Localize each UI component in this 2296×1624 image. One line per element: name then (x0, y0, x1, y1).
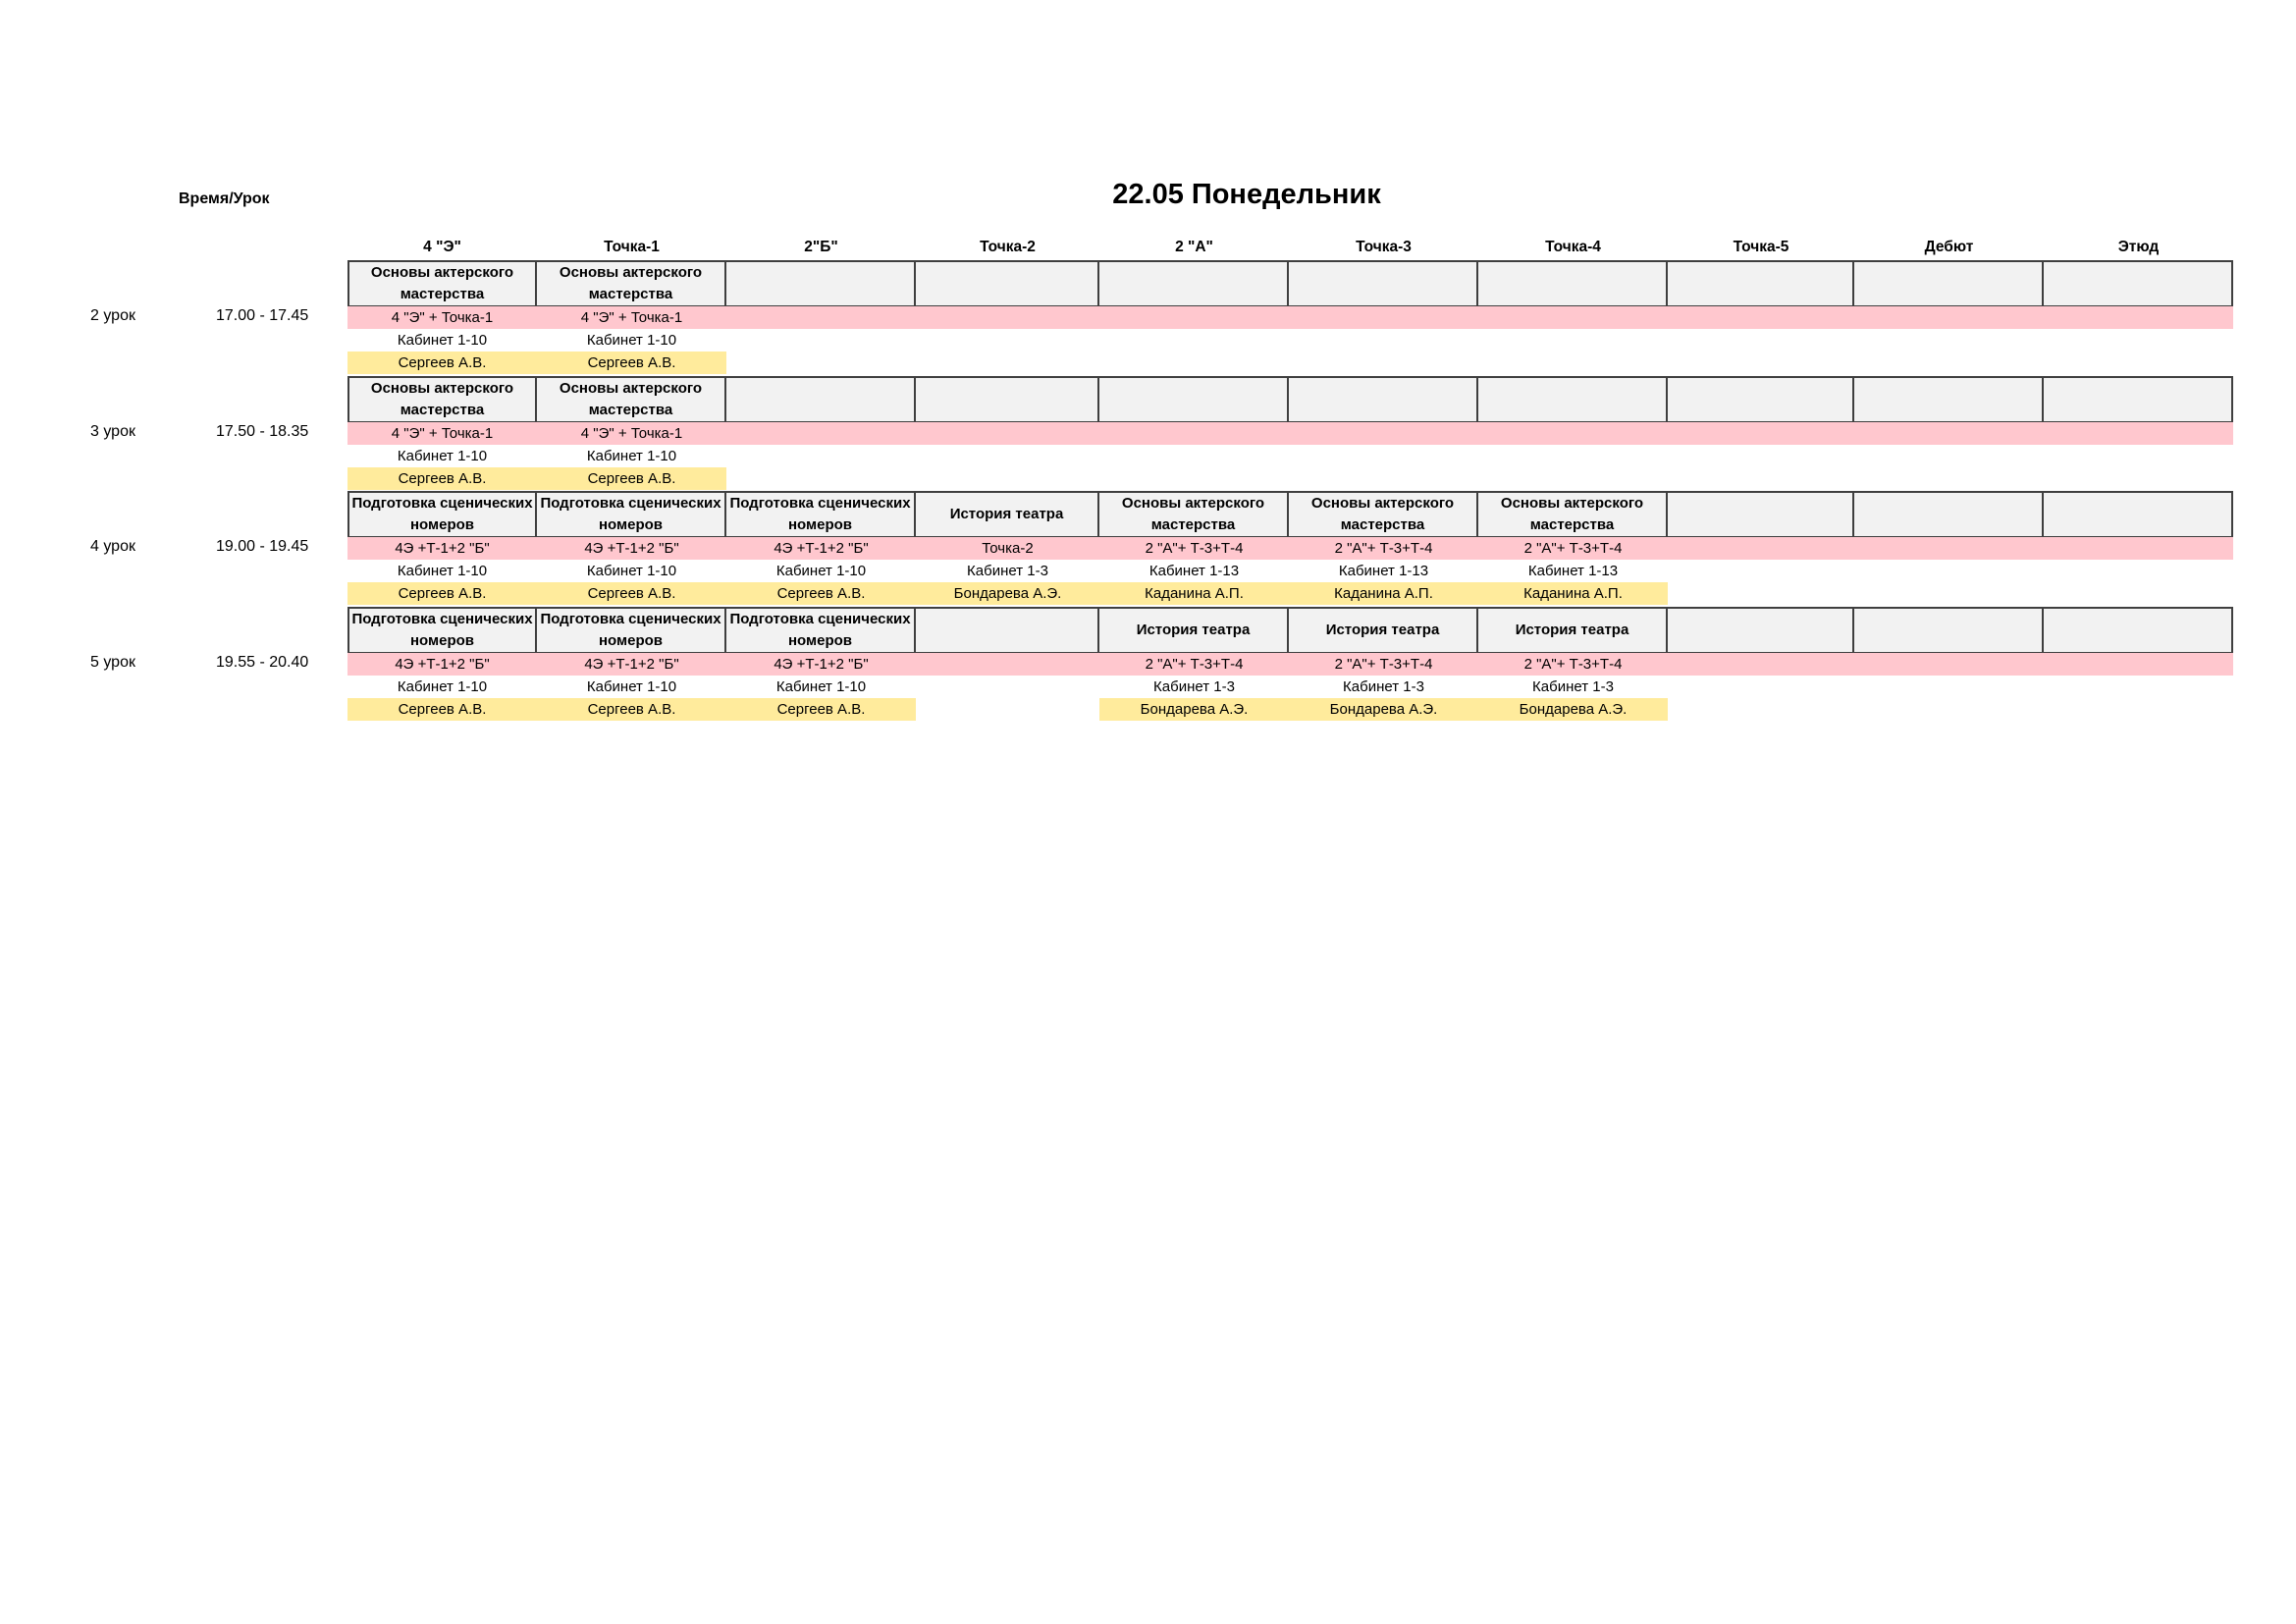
group-cell (2044, 422, 2233, 445)
group-cell: 4 "Э" + Точка-1 (580, 425, 683, 442)
column-header: 4 "Э" (423, 239, 461, 255)
room-row (347, 445, 2233, 467)
subject-cell (724, 376, 916, 423)
subject-row (347, 607, 2233, 654)
room-cell (2044, 560, 2233, 582)
teacher-cell (2044, 698, 2233, 721)
room-cell (916, 329, 1099, 352)
subject-cell: Подготовка сценических номеров (535, 491, 726, 538)
group-cell (1668, 653, 1854, 676)
teacher-cell: Сергеев А.В. (537, 352, 726, 374)
room-cell (2044, 329, 2233, 352)
subject-cell: Основы актерского мастерства (347, 260, 537, 307)
teacher-cell: Каданина А.П. (1478, 582, 1668, 605)
subject-cell: Основы актерского мастерства (535, 260, 726, 307)
room-cell: Кабинет 1-10 (586, 678, 677, 695)
room-cell (726, 445, 916, 467)
group-cell (1668, 306, 1854, 329)
teacher-cell (2044, 582, 2233, 605)
room-cell (1099, 329, 1289, 352)
subject-cell (914, 607, 1099, 654)
column-header: Точка-4 (1545, 239, 1601, 255)
subject-cell: Подготовка сценических номеров (535, 607, 726, 654)
subject-cell: История театра (1287, 607, 1478, 654)
room-cell: Кабинет 1-13 (1527, 563, 1619, 579)
teacher-cell: Сергеев А.В. (347, 352, 537, 374)
teacher-cell (1854, 352, 2044, 374)
subject-cell (1666, 260, 1854, 307)
subject-cell (1666, 607, 1854, 654)
teacher-cell (1854, 582, 2044, 605)
column-header: 2"Б" (804, 239, 838, 255)
lesson-label: 5 урок (90, 654, 135, 671)
group-cell (1854, 537, 2044, 560)
room-cell: Кабинет 1-10 (586, 448, 677, 464)
lesson-time: 17.00 - 17.45 (216, 307, 309, 324)
group-cell (2044, 653, 2233, 676)
room-cell (726, 329, 916, 352)
subject-cell: Основы актерского мастерства (1097, 491, 1289, 538)
subject-cell (914, 376, 1099, 423)
subject-cell (1097, 260, 1289, 307)
group-cell (1289, 306, 1478, 329)
room-cell: Кабинет 1-10 (397, 448, 488, 464)
room-cell (1668, 445, 1854, 467)
teacher-cell (916, 352, 1099, 374)
group-cell: 2 "А"+ Т-3+Т-4 (1145, 656, 1244, 673)
group-cell (1854, 422, 2044, 445)
group-cell (1854, 653, 2044, 676)
subject-cell: История театра (1097, 607, 1289, 654)
teacher-cell (1099, 352, 1289, 374)
teacher-cell (1668, 698, 1854, 721)
room-cell (1668, 560, 1854, 582)
subject-cell (2042, 491, 2233, 538)
room-cell (2044, 676, 2233, 698)
room-cell (1478, 329, 1668, 352)
teacher-cell (1099, 467, 1289, 490)
teacher-cell: Сергеев А.В. (347, 467, 537, 490)
room-cell (1478, 445, 1668, 467)
teacher-cell (726, 352, 916, 374)
subject-cell: Подготовка сценических номеров (724, 607, 916, 654)
room-row (347, 329, 2233, 352)
group-cell (1668, 422, 1854, 445)
subject-cell: Подготовка сценических номеров (724, 491, 916, 538)
column-header: Точка-3 (1356, 239, 1412, 255)
teacher-cell (1289, 467, 1478, 490)
page-title: 22.05 Понедельник (1112, 179, 1381, 210)
teacher-cell: Сергеев А.В. (726, 582, 916, 605)
subject-cell: Основы актерского мастерства (1476, 491, 1668, 538)
room-row (347, 560, 2233, 582)
room-cell: Кабинет 1-10 (775, 678, 867, 695)
group-cell: 4Э +Т-1+2 "Б" (395, 540, 490, 557)
room-cell (1854, 329, 2044, 352)
subject-cell: Подготовка сценических номеров (347, 607, 537, 654)
teacher-cell (1289, 352, 1478, 374)
group-cell (1099, 306, 1289, 329)
group-cell: 2 "А"+ Т-3+Т-4 (1334, 656, 1433, 673)
room-cell: Кабинет 1-13 (1148, 563, 1240, 579)
room-cell: Кабинет 1-3 (1153, 678, 1235, 695)
subject-cell: Основы актерского мастерства (535, 376, 726, 423)
column-header: Точка-1 (604, 239, 660, 255)
group-row (347, 306, 2233, 329)
teacher-cell: Сергеев А.В. (347, 582, 537, 605)
lesson-label: 3 урок (90, 423, 135, 440)
room-cell: Кабинет 1-10 (775, 563, 867, 579)
teacher-row (347, 352, 2233, 374)
subject-cell (1476, 376, 1668, 423)
group-cell (916, 422, 1099, 445)
room-cell (2044, 445, 2233, 467)
group-cell: 4 "Э" + Точка-1 (580, 309, 683, 326)
lesson-label: 2 урок (90, 307, 135, 324)
subject-cell (914, 260, 1099, 307)
subject-cell: Основы актерского мастерства (1287, 491, 1478, 538)
group-cell: 4 "Э" + Точка-1 (391, 425, 494, 442)
subject-cell (1852, 491, 2044, 538)
room-cell (1854, 676, 2044, 698)
room-cell (1854, 445, 2044, 467)
teacher-cell (2044, 467, 2233, 490)
teacher-cell (1668, 582, 1854, 605)
teacher-cell (1478, 352, 1668, 374)
subject-cell (1666, 491, 1854, 538)
group-cell (916, 653, 1099, 676)
group-cell (726, 306, 916, 329)
column-headers (347, 236, 2233, 259)
room-cell: Кабинет 1-13 (1338, 563, 1429, 579)
group-cell: 4Э +Т-1+2 "Б" (584, 656, 679, 673)
teacher-cell (916, 698, 1099, 721)
group-cell: 2 "А"+ Т-3+Т-4 (1334, 540, 1433, 557)
subject-row (347, 491, 2233, 538)
teacher-cell (2044, 352, 2233, 374)
column-header: Точка-2 (980, 239, 1036, 255)
subject-cell (2042, 260, 2233, 307)
group-cell: 4Э +Т-1+2 "Б" (774, 656, 869, 673)
teacher-cell (726, 467, 916, 490)
group-cell: 2 "А"+ Т-3+Т-4 (1523, 656, 1623, 673)
room-cell (1668, 676, 1854, 698)
teacher-cell (1854, 698, 2044, 721)
subject-row (347, 260, 2233, 307)
subject-cell (2042, 607, 2233, 654)
teacher-cell: Сергеев А.В. (537, 698, 726, 721)
subject-cell (1852, 607, 2044, 654)
subject-cell: История театра (1476, 607, 1668, 654)
teacher-cell: Сергеев А.В. (726, 698, 916, 721)
group-cell (1099, 422, 1289, 445)
lesson-label: 4 урок (90, 538, 135, 555)
room-cell (916, 676, 1099, 698)
group-cell (1289, 422, 1478, 445)
teacher-row (347, 698, 2233, 721)
group-cell (916, 306, 1099, 329)
group-row (347, 653, 2233, 676)
subject-cell (1287, 376, 1478, 423)
room-cell (1289, 445, 1478, 467)
subject-cell (1852, 260, 2044, 307)
subject-row (347, 376, 2233, 423)
subject-cell (724, 260, 916, 307)
teacher-cell: Бондарева А.Э. (1289, 698, 1478, 721)
teacher-cell: Каданина А.П. (1099, 582, 1289, 605)
room-row (347, 676, 2233, 698)
room-cell (1668, 329, 1854, 352)
column-header: Дебют (1924, 239, 1974, 255)
group-cell: 4 "Э" + Точка-1 (391, 309, 494, 326)
group-cell (2044, 306, 2233, 329)
room-cell: Кабинет 1-10 (586, 332, 677, 349)
group-cell: Точка-2 (982, 540, 1034, 557)
room-cell: Кабинет 1-3 (1532, 678, 1614, 695)
column-header: Этюд (2117, 239, 2160, 255)
teacher-cell: Сергеев А.В. (537, 467, 726, 490)
subject-cell (1476, 260, 1668, 307)
time-lesson-header: Время/Урок (179, 190, 270, 207)
group-cell: 4Э +Т-1+2 "Б" (774, 540, 869, 557)
lesson-time: 19.55 - 20.40 (216, 654, 309, 671)
room-cell: Кабинет 1-3 (967, 563, 1048, 579)
room-cell: Кабинет 1-10 (586, 563, 677, 579)
teacher-cell (1668, 352, 1854, 374)
room-cell: Кабинет 1-10 (397, 563, 488, 579)
room-cell: Кабинет 1-10 (397, 678, 488, 695)
subject-cell (1287, 260, 1478, 307)
teacher-row (347, 582, 2233, 605)
group-cell: 2 "А"+ Т-3+Т-4 (1523, 540, 1623, 557)
teacher-cell: Сергеев А.В. (347, 698, 537, 721)
teacher-row (347, 467, 2233, 490)
group-cell (1478, 422, 1668, 445)
group-cell: 4Э +Т-1+2 "Б" (584, 540, 679, 557)
teacher-cell: Бондарева А.Э. (916, 582, 1099, 605)
group-cell (1854, 306, 2044, 329)
teacher-cell: Бондарева А.Э. (1099, 698, 1289, 721)
subject-cell: Основы актерского мастерства (347, 376, 537, 423)
room-cell: Кабинет 1-10 (397, 332, 488, 349)
teacher-cell: Каданина А.П. (1289, 582, 1478, 605)
lesson-time: 17.50 - 18.35 (216, 423, 309, 440)
group-cell (2044, 537, 2233, 560)
subject-cell (1666, 376, 1854, 423)
room-cell (1099, 445, 1289, 467)
teacher-cell (1668, 467, 1854, 490)
group-row (347, 422, 2233, 445)
group-cell (1478, 306, 1668, 329)
group-cell (1668, 537, 1854, 560)
subject-cell (1852, 376, 2044, 423)
teacher-cell (1478, 467, 1668, 490)
group-row (347, 537, 2233, 560)
subject-cell (2042, 376, 2233, 423)
room-cell: Кабинет 1-3 (1343, 678, 1424, 695)
teacher-cell (916, 467, 1099, 490)
room-cell (916, 445, 1099, 467)
room-cell (1289, 329, 1478, 352)
subject-cell: Подготовка сценических номеров (347, 491, 537, 538)
subject-cell: История театра (914, 491, 1099, 538)
teacher-cell: Сергеев А.В. (537, 582, 726, 605)
group-cell: 2 "А"+ Т-3+Т-4 (1145, 540, 1244, 557)
teacher-cell (1854, 467, 2044, 490)
lesson-time: 19.00 - 19.45 (216, 538, 309, 555)
teacher-cell: Бондарева А.Э. (1478, 698, 1668, 721)
group-cell: 4Э +Т-1+2 "Б" (395, 656, 490, 673)
subject-cell (1097, 376, 1289, 423)
group-cell (726, 422, 916, 445)
column-header: Точка-5 (1733, 239, 1789, 255)
column-header: 2 "А" (1175, 239, 1213, 255)
room-cell (1854, 560, 2044, 582)
